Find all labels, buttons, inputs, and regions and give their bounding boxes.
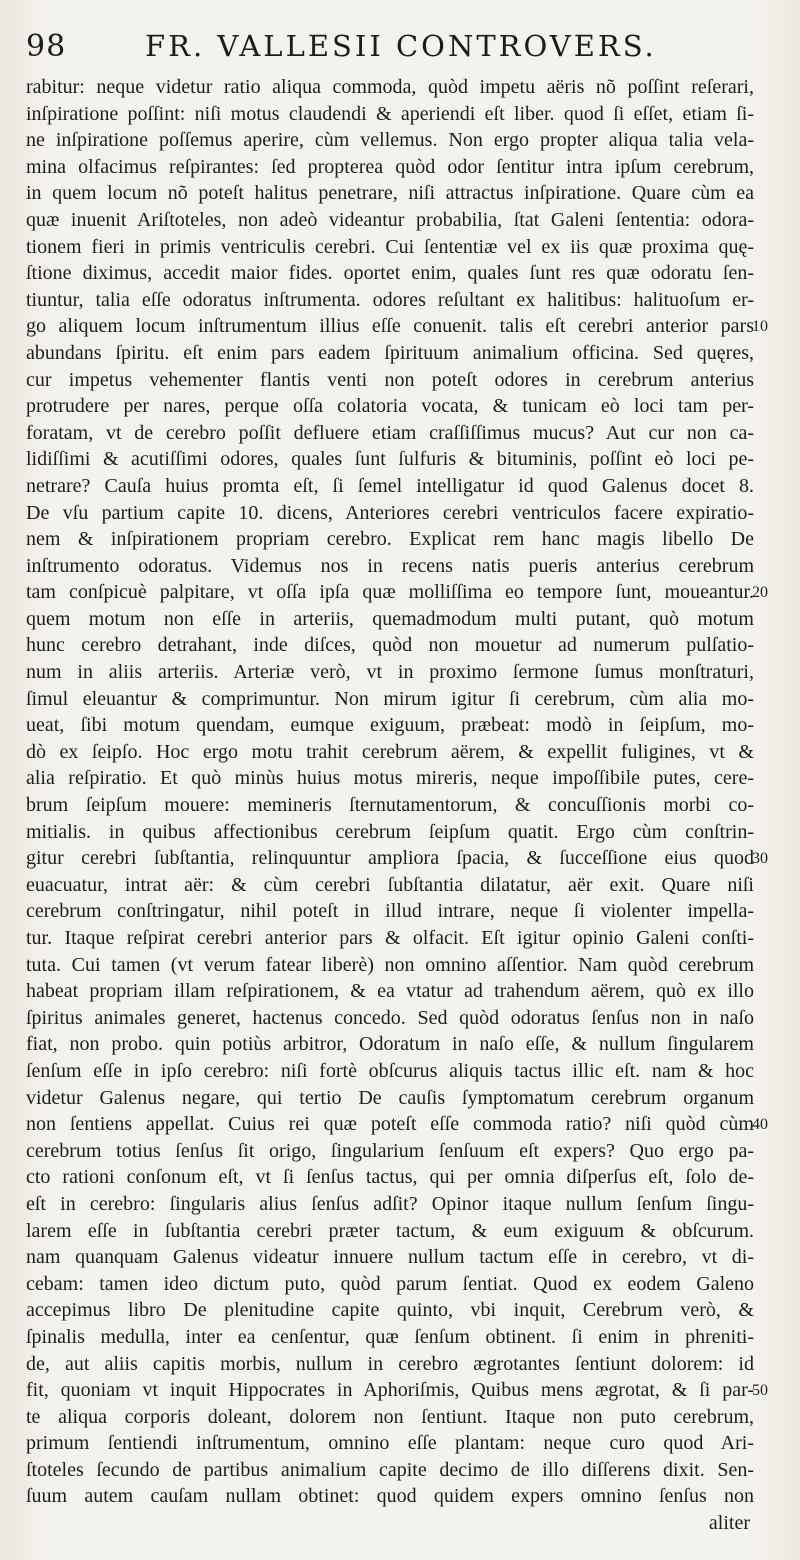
text-line: gitur cerebri ſubſtantia, relinquuntur ampliora ſpacia, & ſucceſſione eius quod [26, 847, 754, 870]
text-line: cerebrum conſtringatur, nihil poteſt in illud intrare, neque ſi violenter impella- [26, 900, 754, 923]
body-text [26, 74, 754, 1510]
text-line: te aliqua corporis doleant, dolorem non ſentiunt. Itaque non puto cerebrum, [26, 1405, 754, 1428]
text-line: netrare? Cauſa huius promta eſt, ſi ſemel intelligatur id quod Galenus docet 8. [26, 474, 754, 497]
text-line: num in aliis arteriis. Arteriæ verò, vt in proximo ſermone ſumus monſtraturi, [26, 661, 754, 684]
text-line: in quem locum nõ poteſt halitus penetrare, niſi attractus inſpiratione. Quare cùm ea [26, 182, 754, 205]
text-line: brum ſeipſum mouere: memineris ſternutamentorum, & concuſſionis morbi co- [26, 794, 754, 817]
text-line: tiuntur, talia eſſe odoratus inſtrumenta. odores reſultant ex halitibus: halituoſum er- [26, 288, 754, 311]
text-line: lidiſſimi & acutiſſimi odores, quales ſunt ſulfuris & bituminis, poſſint eò loci pe- [26, 448, 754, 471]
page-number: 98 [26, 29, 67, 64]
text-line: cerebrum totius ſenſus ſit origo, ſingularium ſenſuum eſt expers? Quo ergo pa- [26, 1139, 754, 1162]
text-line: primum ſentiendi inſtrumentum, omnino eſſe plantam: neque curo quod Ari- [26, 1432, 754, 1455]
text-line: videtur Galenus negare, qui tertio De cauſis ſymptomatum cerebrum organum [26, 1086, 754, 1109]
text-line: ſimul eleuantur & comprimuntur. Non mirum igitur ſi cerebrum, cùm alia mo- [26, 687, 754, 710]
text-line: ſpiritus animales generet, hactenus concedo. Sed quòd odoratus ſenſus non in naſo [26, 1006, 754, 1029]
text-line: dò ex ſeipſo. Hoc ergo motu trahit cerebrum aërem, & expellit fuligines, vt & [26, 740, 754, 763]
text-line: rabitur: neque videtur ratio aliqua commoda, quòd impetu aëris nõ poſſint reſerari, [26, 76, 754, 98]
text-line: ueat, ſibi motum quendam, eumque exiguum, præbeat: modò in ſeipſum, mo- [26, 714, 754, 737]
text-line: euacuatur, intrat aër: & cùm cerebri ſubſtantia dilatatur, aër exit. Quare niſi [26, 873, 754, 896]
margin-number: 50 [752, 1382, 768, 1400]
text-line: cto rationi conſonum eſt, vt ſi ſenſus tactus, qui per omnia diſperſus eſt, ſolo de- [26, 1166, 754, 1189]
page-header [0, 22, 800, 72]
text-line: inſtrumento odoratus. Videmus nos in recens natis pueris anterius cerebrum [26, 554, 754, 577]
text-line: eſt in cerebro: ſingularis alius ſenſus adſit? Opinor itaque nullum ſenſum ſingu- [26, 1192, 754, 1215]
text-line: ſtoteles ſecundo de partibus animalium capite decimo de illo diſſerens dixit. Sen- [26, 1458, 754, 1481]
text-line: quem motum non eſſe in arteriis, quemadmodum multi putant, quò motum [26, 607, 754, 630]
text-line: ſpinalis medulla, inter ea cenſentur, quæ ſenſum obtinent. ſi enim in phreniti- [26, 1325, 754, 1348]
text-line: cebam: tamen ideo dictum puto, quòd parum ſentiat. Quod ex eodem Galeno [26, 1272, 754, 1295]
margin-number: 20 [752, 584, 768, 602]
text-line: fit, quoniam vt inquit Hippocrates in Aphoriſmis, Quibus mens ægrotat, & ſi par- [26, 1379, 754, 1402]
text-line: nem & inſpirationem propriam cerebro. Explicat rem hanc magis libello De [26, 528, 754, 551]
text-line: de, aut aliis capitis morbis, nullum in cerebro ægrotantes ſentiunt dolorem: id [26, 1352, 754, 1375]
text-line: foratam, vt de cerebro poſſit defluere etiam craſſiſſimus mucus? Aut cur non ca- [26, 421, 754, 444]
text-line: fiat, non probo. quin potiùs arbitror, Odoratum in naſo eſſe, & nullum ſingularem [26, 1033, 754, 1056]
text-line: ſtione diximus, accedit maior fides. oportet enim, quales ſunt res quæ odoratu ſen- [26, 262, 754, 285]
text-line: go aliquem locum inſtrumentum illius eſſe conuenit. talis eſt cerebri anterior pars [26, 315, 754, 338]
text-line: tionem fieri in primis ventriculis cerebri. Cui ſententiæ vel ex iis quæ proxima quę- [26, 235, 754, 258]
text-line: abundans ſpiritu. eſt enim pars eadem ſpirituum animalium officina. Sed quęres, [26, 341, 754, 364]
text-line: mitialis. in quibus affectionibus cerebrum ſeipſum quatit. Ergo cùm conſtrin- [26, 820, 754, 843]
margin-number: 10 [752, 318, 768, 336]
text-line: hunc cerebro detrahant, inde diſces, quòd non mouetur ad numerum pulſatio- [26, 634, 754, 657]
margin-number: 40 [752, 1116, 768, 1134]
text-line: ne inſpiratione poſſemus aperire, cùm vellemus. Non ergo propter aliqua talia vela- [26, 129, 754, 152]
text-line: ſuum autem cauſam nullam obtinet: quod quidem expers omnino ſenſus non [26, 1485, 754, 1508]
text-line: protrudere per nares, perque oſſa colatoria vocata, & tunicam eò loci tam per- [26, 395, 754, 418]
text-line: tuta. Cui tamen (vt verum fatear liberè) non omnino aſſentior. Nam quòd cerebrum [26, 953, 754, 976]
text-line: nam quanquam Galenus videatur innuere nullum tactum eſſe in cerebro, vt di- [26, 1246, 754, 1269]
text-line: cur impetus vehementer flantis venti non poteſt odores in cerebrum anterius [26, 368, 754, 391]
text-line: alia reſpiratio. Et quò minùs huius motus mireris, neque impoſſibile putes, cere- [26, 767, 754, 790]
text-line: accepimus libro De plenitudine capite quinto, vbi inquit, Cerebrum verò, & [26, 1299, 754, 1322]
text-line: ſenſum eſſe in ipſo cerebro: niſi fortè obſcurus aliquis tactus illic eſt. nam & hoc [26, 1059, 754, 1082]
text-line: tam conſpicuè palpitare, vt oſſa ipſa quæ molliſſima eo tempore ſunt, moueantur. [26, 581, 754, 604]
margin-number: 30 [752, 850, 768, 868]
text-line: quæ inuenit Ariſtoteles, non adeò videantur probabilia, ſtat Galeni ſententia: odora- [26, 208, 754, 231]
text-line: inſpiratione poſſint: niſi motus claudendi & aperiendi eſt liber. quod ſi eſſet, etiam ſi- [26, 102, 754, 125]
text-line: non ſentiens appellat. Cuius rei quæ poteſt eſſe commoda ratio? niſi quòd cùm [26, 1113, 754, 1136]
text-line: habeat propriam illam reſpirationem, & ea vtatur ad trahendum aërem, quò ex illo [26, 980, 754, 1003]
text-line: larem eſſe in ſubſtantia cerebri præter tactum, & eum exiguum & obſcurum. [26, 1219, 754, 1242]
running-head: FR. VALLESII CONTROVERS. [145, 29, 657, 63]
catchword: aliter [708, 1512, 750, 1534]
text-line: De vſu partium capite 10. dicens, Anteriores cerebri ventriculos facere expiratio- [26, 501, 754, 524]
text-line: tur. Itaque reſpirat cerebri anterior pars & olfacit. Eſt igitur opinio Galeni conſti- [26, 927, 754, 949]
text-line: mina olfacimus reſpirantes: ſed propterea quòd odor ſentitur intra ipſum cerebrum, [26, 155, 754, 178]
